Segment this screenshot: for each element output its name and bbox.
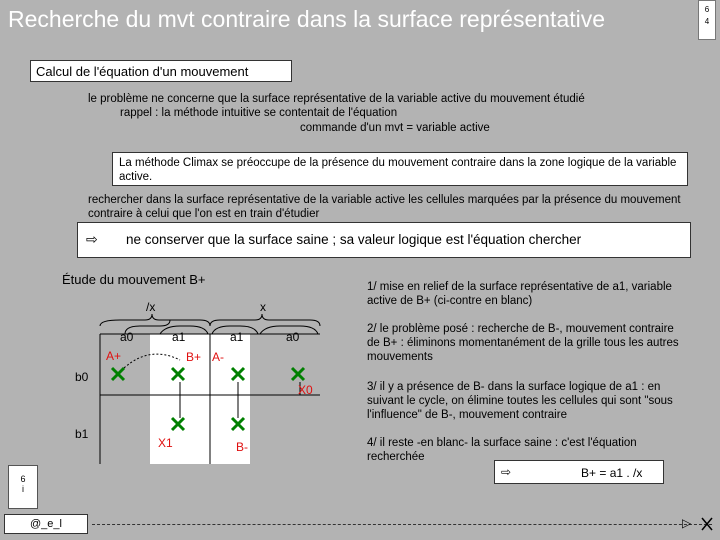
- paragraph-2: rappel : la méthode intuitive se contentait de l'équation: [120, 107, 398, 119]
- paragraph-1: le problème ne concerne que la surface représentative de la variable active du mouvement étudié: [88, 93, 585, 105]
- top-left-label: /x: [146, 300, 156, 314]
- footer-bar: [0, 514, 720, 540]
- heading-box: Calcul de l'équation d'un mouvement: [30, 60, 292, 82]
- step-2: 2/ le problème posé : recherche de B-, mouvement contraire de B+ : éliminons momentanément de la grille tous les autres mouvements: [367, 323, 679, 363]
- document-icon[interactable]: [8, 465, 38, 509]
- arrow-right-icon: ⇨: [86, 231, 98, 247]
- page-number-top: 6: [704, 5, 710, 14]
- paragraph-3: commande d'un mvt = variable active: [300, 122, 490, 134]
- page-number-badge: [698, 0, 716, 40]
- conclusion-box: [77, 222, 691, 258]
- arrow-right-icon: ⇨: [501, 465, 512, 479]
- footer-line: [92, 524, 712, 525]
- step-4: 4/ il reste -en blanc- la surface saine : c'est l'équation recherchée: [367, 437, 637, 463]
- document-icon-label-top: 6: [20, 474, 26, 484]
- bracket-left: [100, 314, 210, 326]
- mark-b-minus: B-: [236, 440, 248, 454]
- page-number-bottom: 4: [704, 17, 710, 26]
- mark-a-minus: A-: [212, 350, 224, 364]
- footer-label: @_e_l: [4, 514, 88, 534]
- mark-a-plus: A+: [106, 349, 122, 363]
- result-box: [494, 460, 664, 484]
- conclusion-text: ne conserver que la surface saine ; sa valeur logique est l'équation chercher: [126, 232, 582, 247]
- step-1: 1/ mise en relief de la surface représentative de a1, variable active de B+ (ci-contre en blanc): [367, 281, 672, 307]
- bracket-right: [210, 314, 320, 326]
- col-label-a0-right: a0: [286, 330, 300, 344]
- mark-x0: X0: [298, 383, 313, 397]
- document-icon-label-bottom: i: [22, 484, 24, 494]
- climax-box: La méthode Climax se préoccupe de la présence du mouvement contraire dans la zone logique de la variable active.: [112, 152, 688, 186]
- slide-title: Recherche du mvt contraire dans la surface représentative: [8, 6, 606, 32]
- row-label-b0: b0: [75, 370, 89, 384]
- close-icon[interactable]: [700, 514, 714, 534]
- step-3: 3/ il y a présence de B- dans la surface logique de a1 : en suivant le cycle, on élimine toutes les cellules qui sont "sous l'influence" de B-, mouvement contraire: [367, 381, 673, 421]
- row-label-b1: b1: [75, 427, 89, 441]
- top-right-label: x: [260, 300, 266, 314]
- study-title: Étude du mouvement B+: [62, 272, 206, 287]
- next-icon[interactable]: ▷: [682, 516, 692, 530]
- karnaugh-diagram: [60, 290, 360, 510]
- paragraph-4: rechercher dans la surface représentative de la variable active les cellules marquées par la présence du mouvement contraire à celui que l'on est en train d'étudier: [88, 194, 681, 220]
- col-label-a1-left: a1: [172, 330, 186, 344]
- mark-x1: X1: [158, 436, 173, 450]
- mark-b-plus: B+: [186, 350, 202, 364]
- result-text: B+ = a1 . /x: [581, 466, 643, 480]
- col-label-a1-right: a1: [230, 330, 244, 344]
- col-label-a0-left: a0: [120, 330, 134, 344]
